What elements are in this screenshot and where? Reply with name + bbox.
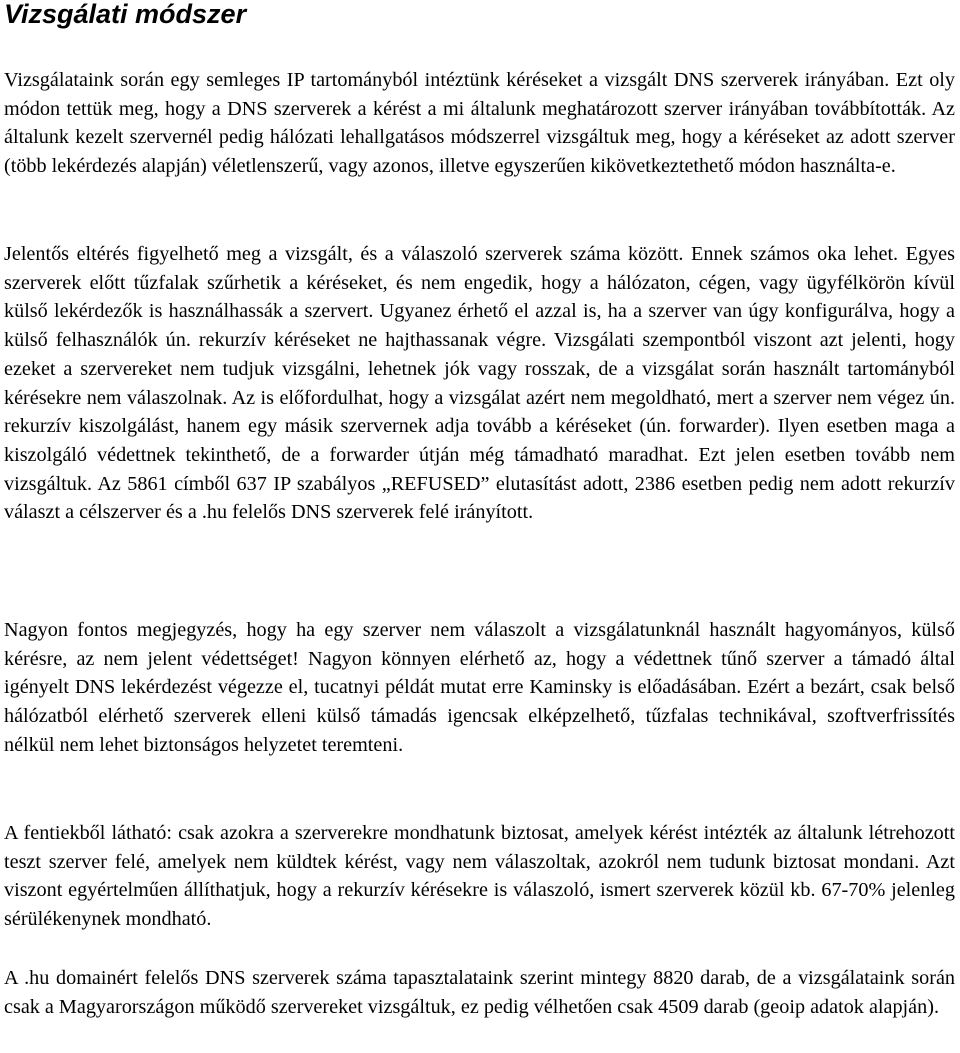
paragraph-important-note: Nagyon fontos megjegyzés, hogy ha egy szerver nem válaszolt a vizsgálatunknál használt hagyományos, külső kérésre, az nem jelent védettséget! Nagyon könnyen elérhető az, hogy a védettnek tűnő szerver a támadó által igényelt DNS lekérdezést végezze el, tucatnyi példát mutat erre Kaminsky is előadásában. Ezért a bezárt, csak belső hálózatból elérhető szerverek elleni külső támadás igencsak elképzelhető, tűzfalas technikával, szoftverfrissítés nélkül nem lehet biztonságos helyzetet teremteni. (4, 619, 955, 756)
paragraph-response-differences: Jelentős eltérés figyelhető meg a vizsgált, és a válaszoló szerverek száma között. Ennek számos oka lehet. Egyes szerverek előtt tűzfalak szűrhetik a kéréseket, és nem engedik, hogy a hálózaton, cégen, vagy ügyfélkörön kívül külső lekérdezők is használhassák a szervert. Ugyanez érhető el azzal is, ha a szerver van úgy konfigurálva, hogy a külső felhasználók ún. rekurzív kéréseket ne hajthassanak végre. Vizsgálati szempontból viszont azt jelenti, hogy ezeket a szervereket nem tudjuk vizsgálni, lehetnek jók vagy rosszak, de a vizsgálat során használt tartományból kérésekre nem válaszolnak. Az is előfordulhat, hogy a vizsgálat azért nem megoldható, mert a szerver nem végez ún. rekurzív kiszolgálást, hanem egy másik szervernek adja tovább a kéréseket (ún. forwarder). Ilyen esetben maga a kiszolgáló védettnek tekinthető, de a forwarder útján még támadható maradhat. Ezt jelen esetben tovább nem vizsgáltuk. Az 5861 címből 637 IP szabályos „REFUSED” elutasítást adott, 2386 esetben pedig nem adott rekurzív választ a célszerver és a .hu felelős DNS szerverek felé irányított. (4, 243, 955, 524)
paragraph-methodology: Vizsgálataink során egy semleges IP tartományból intéztünk kéréseket a vizsgált DNS szerverek irányában. Ezt oly módon tettük meg, hogy a DNS szerverek a kérést a mi általunk meghatározott szerver irányában továbbították. Az általunk kezelt szervernél pedig hálózati lehallgatásos módszerrel vizsgáltuk meg, hogy a kéréseket az adott szerver (több lekérdezés alapján) véletlenszerű, vagy azonos, illetve egyszerűen kikövetkeztethető módon használta-e. (4, 69, 955, 178)
paragraph-server-count: A .hu domainért felelős DNS szerverek száma tapasztalataink szerint mintegy 8820 darab, de a vizsgálataink során csak a Magyarországon működő szervereket vizsgáltuk, ez pedig vélhetően csak 4509 darab (geoip adatok alapján). (4, 967, 955, 1018)
section-title: Vizsgálati módszer (4, 0, 247, 29)
paragraph-conclusion: A fentiekből látható: csak azokra a szerverekre mondhatunk biztosat, amelyek kérést intézték az általunk létrehozott teszt szerver felé, amelyek nem küldtek kérést, vagy nem válaszoltak, azokról nem tudunk biztosat mondani. Azt viszont egyértelműen állíthatjuk, hogy a rekurzív kérésekre is válaszoló, ismert szerverek közül kb. 67-70% jelenleg sérülékenynek mondható. (4, 822, 955, 931)
